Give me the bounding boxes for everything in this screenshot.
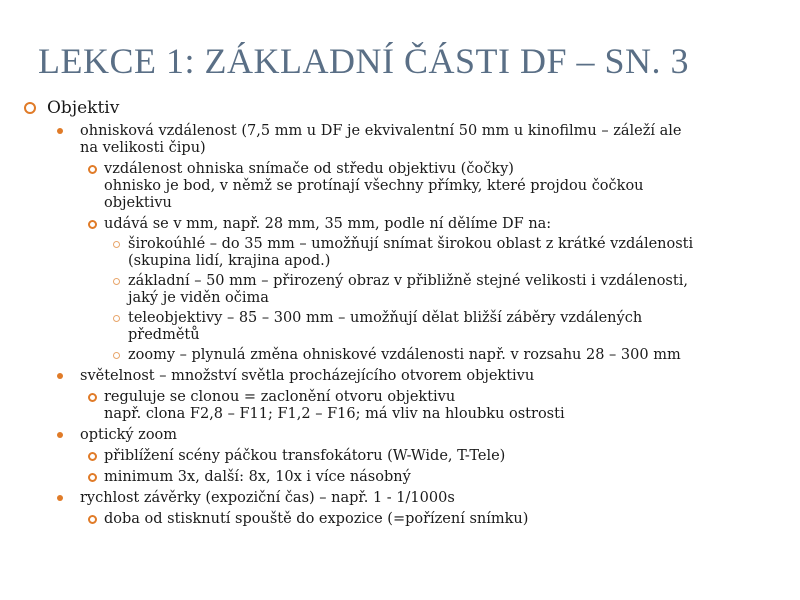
- bullet-reguluje: [0, 389, 800, 423]
- bullet-ohniskova-vzdalenost: [0, 123, 800, 157]
- bullet-text: optický zoom: [80, 427, 178, 443]
- slide-title: LEKCE 1: ZÁKLADNÍ ČÁSTI DF – SN. 3: [38, 41, 689, 81]
- dot-bullet-icon: [57, 373, 63, 379]
- bullet-text: teleobjektivy – 85 – 300 mm – umožňují dělat bližší záběry vzdálených: [128, 310, 643, 326]
- bullet-text: na velikosti čipu): [80, 140, 206, 156]
- bullet-text: širokoúhlé – do 35 mm – umožňují snímat širokou oblast z krátké vzdálenosti: [128, 236, 694, 252]
- bullet-text: objektivu: [104, 195, 172, 211]
- ring-bullet-icon: [88, 473, 97, 482]
- bullet-text: jaký je viděn očima: [128, 290, 269, 306]
- ring-bullet-icon: [88, 515, 97, 524]
- bullet-text: (skupina lidí, krajina apod.): [128, 253, 331, 269]
- ring-bullet-icon: [88, 220, 97, 229]
- bullet-rychlost-zaverky: [0, 490, 800, 507]
- bullet-text: ohnisková vzdálenost (7,5 mm u DF je ekvivalentní 50 mm u kinofilmu – záleží ale: [80, 123, 682, 139]
- bullet-doba: [0, 511, 800, 528]
- dot-bullet-icon: [57, 128, 63, 134]
- ring-bullet-icon: [24, 102, 36, 114]
- bullet-udava-se: [0, 216, 800, 233]
- bullet-text: vzdálenost ohniska snímače od středu objektivu (čočky): [104, 161, 514, 177]
- bullet-text: světelnost – množství světla procházejícího otvorem objektivu: [80, 368, 535, 384]
- bullet-zakladni: [0, 273, 800, 307]
- bullet-text: rychlost závěrky (expoziční čas) – např. 1 - 1/1000s: [80, 490, 455, 506]
- bullet-vzdalenost-ohniska: [0, 161, 800, 212]
- bullet-text: reguluje se clonou = zaclonění otvoru objektivu: [104, 389, 456, 405]
- bullet-teleobjektivy: [0, 310, 800, 344]
- slide-content: [0, 96, 800, 528]
- bullet-sirokouhle: [0, 236, 800, 270]
- bullet-svetelnost: [0, 368, 800, 385]
- bullet-text: Objektiv: [47, 98, 120, 118]
- bullet-text: ohnisko je bod, v němž se protínají všechny přímky, které projdou čočkou: [104, 178, 644, 194]
- bullet-text: udává se v mm, např. 28 mm, 35 mm, podle ní dělíme DF na:: [104, 216, 552, 232]
- bullet-text: základní – 50 mm – přirozený obraz v přibližně stejné velikosti i vzdálenosti,: [128, 273, 688, 289]
- ring-bullet-icon: [113, 352, 120, 359]
- bullet-zoomy: [0, 347, 800, 364]
- ring-bullet-icon: [88, 393, 97, 402]
- ring-bullet-icon: [113, 278, 120, 285]
- dot-bullet-icon: [57, 495, 63, 501]
- bullet-objektiv: [0, 96, 800, 120]
- bullet-opticky-zoom: [0, 427, 800, 444]
- bullet-text: doba od stisknutí spouště do expozice (=pořízení snímku): [104, 511, 529, 527]
- ring-bullet-icon: [88, 165, 97, 174]
- bullet-minimum: [0, 469, 800, 486]
- bullet-priblizeni: [0, 448, 800, 465]
- ring-bullet-icon: [113, 241, 120, 248]
- bullet-text: předmětů: [128, 327, 200, 343]
- bullet-text: přiblížení scény páčkou transfokátoru (W-Wide, T-Tele): [104, 448, 506, 464]
- bullet-text: např. clona F2,8 – F11; F1,2 – F16; má vliv na hloubku ostrosti: [104, 406, 565, 422]
- bullet-text: zoomy – plynulá změna ohniskové vzdálenosti např. v rozsahu 28 – 300 mm: [128, 347, 681, 363]
- ring-bullet-icon: [88, 452, 97, 461]
- ring-bullet-icon: [113, 315, 120, 322]
- dot-bullet-icon: [57, 432, 63, 438]
- bullet-text: minimum 3x, další: 8x, 10x i více násobný: [104, 469, 411, 485]
